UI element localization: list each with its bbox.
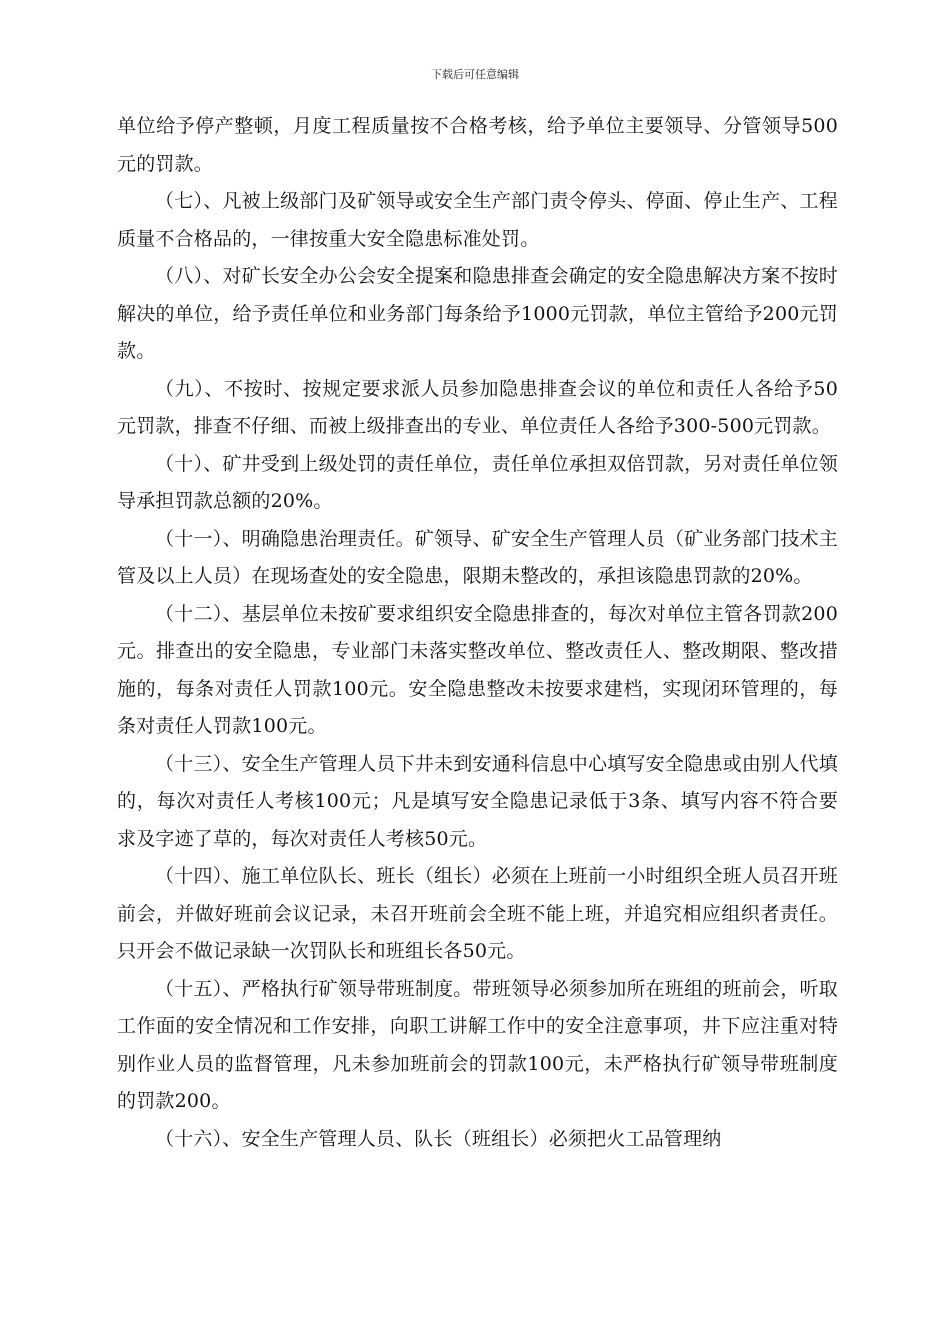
- page-header: 下载后可任意编辑: [431, 68, 519, 81]
- paragraph-9: （十四）、施工单位队长、班长（组长）必须在上班前一小时组织全班人员召开班前会，并做好班前会议记录，未召开班前会全班不能上班，并追究相应组织者责任。只开会不做记录缺一次罚队长和班组长各50元。: [117, 865, 838, 962]
- paragraph-4: （九）、不按时、按规定要求派人员参加隐患排查会议的单位和责任人各给予50元罚款，排查不仔细、而被上级排查出的专业、单位责任人各给予300-500元罚款。: [117, 377, 838, 437]
- document-body: [117, 108, 838, 1158]
- paragraph-8: （十三）、安全生产管理人员下井未到安通科信息中心填写安全隐患或由别人代填的，每次对责任人考核100元；凡是填写安全隐患记录低于3条、填写内容不符合要求及字迹了草的，每次对责任人考核50元。: [117, 752, 838, 850]
- paragraph-6: （十一）、明确隐患治理责任。矿领导、矿安全生产管理人员（矿业务部门技术主管及以上人员）在现场查处的安全隐患，限期未整改的，承担该隐患罚款的20%。: [117, 527, 838, 587]
- paragraph-7: （十二）、基层单位未按矿要求组织安全隐患排查的，每次对单位主管各罚款200元。排查出的安全隐患，专业部门未落实整改单位、整改责任人、整改期限、整改措施的，每条对责任人罚款100元。安全隐患整改未按要求建档，实现闭环管理的，每条对责任人罚款100元。: [117, 602, 838, 737]
- paragraph-3: （八）、对矿长安全办公会安全提案和隐患排查会确定的安全隐患解决方案不按时解决的单位，给予责任单位和业务部门每条给予1000元罚款，单位主管给予200元罚款。: [117, 265, 838, 362]
- paragraph-11: （十六）、安全生产管理人员、队长（班组长）必须把火工品管理纳: [155, 1127, 722, 1150]
- paragraph-5: （十）、矿井受到上级处罚的责任单位，责任单位承担双倍罚款，另对责任单位领导承担罚款总额的20%。: [117, 452, 838, 512]
- paragraph-2: （七）、凡被上级部门及矿领导或安全生产部门责令停头、停面、停止生产、工程质量不合格品的，一律按重大安全隐患标准处罚。: [117, 190, 838, 250]
- paragraph-1: 单位给予停产整顿，月度工程质量按不合格考核，给予单位主要领导、分管领导500元的罚款。: [117, 115, 838, 175]
- paragraph-10: （十五）、严格执行矿领导带班制度。带班领导必须参加所在班组的班前会，听取工作面的安全情况和工作安排，向职工讲解工作中的安全注意事项，井下应注重对特别作业人员的监督管理，凡未参加班前会的罚款100元，未严格执行矿领导带班制度的罚款200。: [117, 977, 838, 1112]
